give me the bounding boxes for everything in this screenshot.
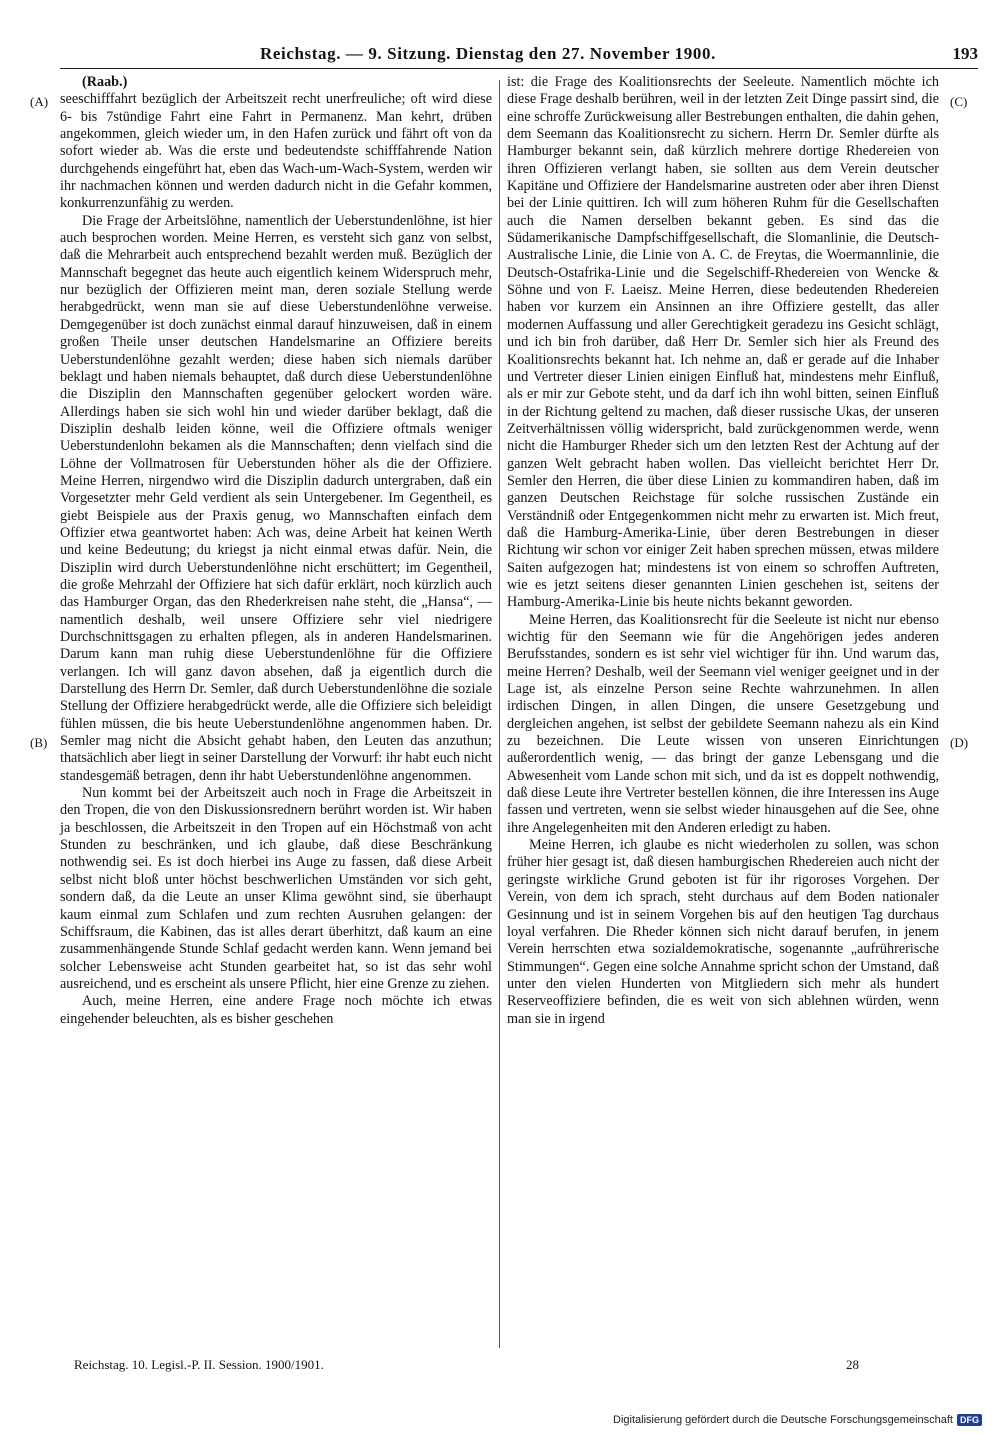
left-column — [60, 74, 492, 1028]
left-paragraph-4: Auch, meine Herren, eine andere Frage noch möchte ich etwas eingehender beleuchten, als es bisher geschehen — [60, 993, 492, 1027]
footer-signature-number: 28 — [846, 1357, 859, 1372]
margin-marker-c: (C) — [950, 94, 968, 109]
margin-marker-a: (A) — [30, 94, 49, 109]
right-paragraph-1: ist: die Frage des Koalitionsrechts der Seeleute. Namentlich möchte ich diese Frage deshalb berühren, weil in der letzten Zeit Dinge passirt sind, die eine schroffe Zurückweisung aller Bestrebungen enthalten, die dahin gehen, dem Seemann das Koalitionsrecht zu sichern. Herrn Dr. Semler dürfte als Hamburger bekannt sein, daß kürzlich mehrere dortige Rhedereien von ihren Offizieren verlangt haben, sie sollten aus dem Verein deutscher Kapitäne und Offiziere der Handelsmarine austreten oder aber ihren Dienst bei der Linie quittiren. Ich will zum höheren Ruhm für die Gesellschaften auch die Namen derselben bekannt geben. Es sind das die Südamerikanische Dampfschiffgesellschaft, die Slomanlinie, die Deutsch-Australische Linie, die Linie von A. C. de Freytas, die Woermannlinie, die Deutsch-Ostafrika-Linie und die Segelschiff-Rhedereien von Wencke & Söhne und von F. Laeisz. Meine Herren, diese bedeutenden Rhedereien haben vor kurzem ein Ansinnen an ihre Offiziere gestellt, das aller modernen Auffassung und aller Gerechtigkeit geradezu ins Gesicht schlägt, und ich bin froh darüber, daß Herr Dr. Semler sich hier als Freund des Koalitionsrechts bekannt hat. Ich nehme an, daß er gerade auf die Inhaber und Vertreter dieser Linien einigen Einfluß hat, mindestens mehr Einfluß, als er mir zur Gebote steht, und da darf ich ihn wohl bitten, seinen Einfluß in der Richtung geltend zu machen, daß dieser russische Ukas, der unseren Zeitverhältnissen völlig widerspricht, bald zurückgenommen werde, wenn nicht die Hamburger Rheder sich um den letzten Rest der Achtung auf der ganzen Welt gebracht haben wollen. Das vielleicht berichtet Herr Dr. Semler den Herren, die über diese Linien zu kommandiren haben, daß im ganzen Deutschen Reichstage für solche russischen Zustände ein Verständniß oder Entgegenkommen nicht mehr zu erwarten ist. Mich freut, daß die Hamburg-Amerika-Linie, über deren Bestrebungen in dieser Richtung wir schon vor einiger Zeit haben sprechen müssen, etwas mildere Saiten aufgezogen hat; mindestens ist von einem so schroffen Auftreten, wie es jetzt seitens dieser genannten Linien geschehen ist, seitens der Hamburg-Amerika-Linie bis heute nichts bekannt geworden. — [507, 74, 939, 611]
left-paragraph-3: Nun kommt bei der Arbeitszeit auch noch in Frage die Arbeitszeit in den Tropen, die von den Diskussionsrednern berührt worden ist. Wir haben ja beschlossen, die Arbeitszeit in den Tropen auf ein Höchstmaß von acht Stunden zu beschränken, und ich glaube, daß diese Beschränkung nothwendig sei. Es ist doch hierbei ins Auge zu fassen, daß diese Arbeit selbst nicht bloß unter höchst beschwerlichen Umständen vor sich geht, sondern daß, da die Leute an unser Klima gewöhnt sind, sie überhaupt kaum einmal zum Schlafen und zum rechten Ausruhen gelangen: der Schiffsraum, die Kabinen, das ist alles derart überhitzt, daß kaum an eine zusammenhängende Stunde Schlaf gedacht werden kann. Wenn jemand bei solcher Lebensweise acht Stunden gearbeitet hat, so ist das sehr wohl ausreichend, und es erscheint als unsere Pflicht, hier eine Grenze zu ziehen. — [60, 785, 492, 992]
page-number: 193 — [952, 44, 978, 63]
digitization-credit — [613, 1414, 982, 1426]
footer-session-info: Reichstag. 10. Legisl.-P. II. Session. 1900/1901. — [74, 1357, 324, 1372]
credit-text: Digitalisierung gefördert durch die Deutsche Forschungsgemeinschaft — [613, 1414, 953, 1426]
dfg-logo: DFG — [957, 1414, 982, 1426]
left-paragraph-1: seeschifffahrt bezüglich der Arbeitszeit recht unerfreuliche; oft wird diese 6- bis 7stündige Fahrt eine Fahrt in Permanenz. Man kehrt, drüben angekommen, gleich wieder um, in den Hafen zurück und fährt oft von da sofort wieder ab. Was die erste und bedeutendste schifffahrende Nation durchgehends eingeführt hat, eben das Wach-um-Wach-System, werden wir ihr nachmachen können und werden dadurch nicht in die Gefahr kommen, konkurrenzunfähig zu werden. — [60, 91, 492, 212]
margin-marker-d: (D) — [950, 735, 969, 750]
column-divider — [499, 80, 500, 1348]
speaker-label: (Raab.) — [82, 74, 128, 90]
page-header — [60, 44, 978, 69]
right-column — [507, 74, 939, 1028]
left-paragraph-2: Die Frage der Arbeitslöhne, namentlich der Ueberstundenlöhne, ist hier auch besprochen worden. Meine Herren, es versteht sich ganz von selbst, daß die Mehrarbeit auch entsprechend bezahlt werden muß. Bezüglich der Mannschaft begegnet das heute auch eigentlich keinem Widerspruch mehr, nur bezüglich der Offizieren meint man, deren soziale Stellung werde herabgedrückt, wenn man sie auf diese Ueberstundenlöhne verweise. Demgegenüber ist doch zunächst einmal darauf hinzuweisen, daß in einem großen Theile unser deutschen Handelsmarine an Offiziere bereits Ueberstundenlöhne gezahlt werden; diese haben sich niemals darüber beklagt und haben niemals behauptet, daß durch diese Ueberstundenlöhne die Disziplin den Mannschaften gegenüber gelockert worden wäre. Allerdings haben sie sich wohl hin und wieder darüber beklagt, daß die Disziplin deshalb leiden könne, weil die Offiziere oftmals weniger Ueberstundenlohn bekamen als die Mannschaften; denn vielfach sind die Löhne der Vollmatrosen für Ueberstunden höher als die der Offiziere. Meine Herren, nirgendwo wird die Disziplin dadurch untergraben, daß ein Vorgesetzter mehr Geld verdient als sein Untergebener. Im Gegentheil, es giebt Beispiele aus der Praxis genug, wo Mannschaften einfach dem Offizier etwa geantwortet haben: Ach was, deine Arbeit hat keinen Werth und keine Bedeutung; du kriegst ja nicht einmal etwas dafür. Nein, die Disziplin wird durch Ueberstundenlöhne nicht erschüttert; im Gegentheil, die große Mehrzahl der Offiziere hat sich dafür erklärt, noch kürzlich auch das Hamburger Organ, das den Rhederkreisen nahe steht, die „Hansa“, — namentlich deshalb, weil unsere Offiziere sehr viel niedrigere Durchschnittsgagen zu erhalten pflegen, als in anderen Handelsmarinen. Darum kann man ruhig diese Ueberstundenlöhne für die Offiziere verlangen. Ich will ganz davon absehen, daß ja eigentlich durch die Darstellung des Herrn Dr. Semler, daß durch Ueberstundenlöhne die soziale Stellung der Offiziere herabgedrückt werde, alle die Offiziere sich beleidigt fühlen müssen, die bis heute Ueberstundenlöhne angenommen haben. Dr. Semler mag nicht die Absicht gehabt haben, den Leuten das anzuthun; thatsächlich aber liegt in seiner Darstellung der Vorwurf: ihr habt euch nicht standesgemäß betragen, denn ihr habt Ueberstundenlöhne angenommen. — [60, 212, 492, 784]
margin-marker-b: (B) — [30, 735, 48, 750]
right-paragraph-2: Meine Herren, das Koalitionsrecht für die Seeleute ist nicht nur ebenso wichtig für den Seemann wie für die Angehörigen jedes anderen Berufsstandes, sondern es ist sehr viel wichtiger für ihn. Und warum das, meine Herren? Deshalb, weil der Seemann viel weniger geeignet und in der Lage ist, als einzelne Person seine Rechte wahrzunehmen. In allen irdischen Dingen, in allen Dingen, die unsere Gesetzgebung und dergleichen angehen, ist selbst der gebildete Seemann nahezu als ein Kind zu bezeichnen. Die Leute wissen von unseren Einrichtungen außerordentlich wenig, — das bringt der ganze Lebensgang und die Abwesenheit vom Lande schon mit sich, und da ist es doppelt nothwendig, daß diese Leute ihre Vertreter bestellen können, die ihre Interessen ins Auge fassen und vertreten, wenn sie selbst wieder hinausgehen auf die See, ohne ihre Angelegenheiten mit den Anderen erledigt zu haben. — [507, 611, 939, 836]
right-paragraph-3: Meine Herren, ich glaube es nicht wiederholen zu sollen, was schon früher hier gesagt ist, daß diesen hamburgischen Rhedereien auch nicht der geringste wirkliche Grund geboten ist für ihr rigoroses Vorgehen. Der Verein, von dem ich sprach, steht durchaus auf dem Boden nationaler Gesinnung und ist in seinem Vorgehen bis auf den heutigen Tag durchaus loyal verfahren. Die Rheder können sich nicht darauf berufen, in jenem Verein herrschten etwa sozialdemokratische, sogenannte „aufrührerische Stimmungen“. Gegen eine solche Annahme spricht schon der Umstand, daß unter den vielen Hunderten von Mitgliedern sich mehr als hundert Reserveoffiziere befinden, die es weit von sich ablehnen würden, wenn man sie in irgend — [507, 837, 939, 1027]
running-title: Reichstag. — 9. Sitzung. Dienstag den 27. November 1900. — [260, 44, 716, 63]
